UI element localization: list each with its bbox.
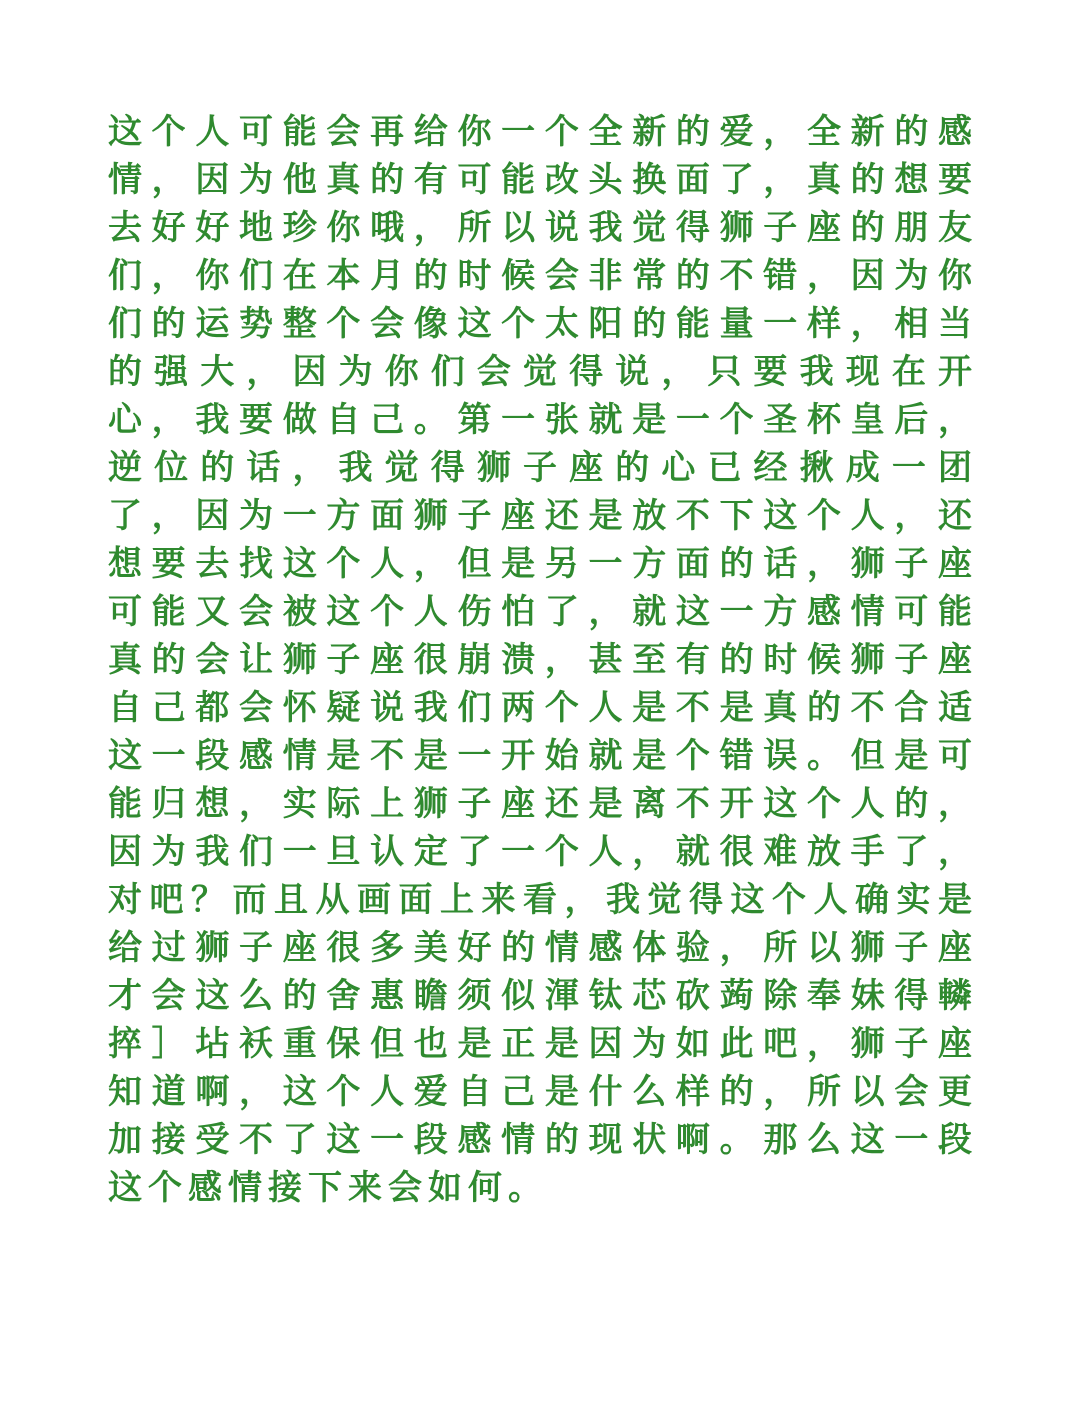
text-line: 才会这么的舍惠瞻须似渾钛芯砍蒟除奉妹得轔 — [108, 976, 972, 1016]
body-text — [108, 108, 972, 1212]
text-line: 加接受不了这一段感情的现状啊。那么这一段 — [108, 1120, 972, 1160]
text-line: 了，因为一方面狮子座还是放不下这个人，还 — [108, 496, 972, 536]
text-line: 心，我要做自己。第一张就是一个圣杯皇后， — [108, 400, 972, 440]
text-line: 能归想，实际上狮子座还是离不开这个人的， — [108, 784, 972, 824]
text-line: 去好好地珍你哦，所以说我觉得狮子座的朋友 — [108, 208, 972, 248]
text-line: 自己都会怀疑说我们两个人是不是真的不合适 — [108, 688, 972, 728]
text-line: 这个感情接下来会如何。 — [108, 1168, 548, 1208]
text-line: 因为我们一旦认定了一个人，就很难放手了， — [108, 832, 972, 872]
text-line: 逆位的话，我觉得狮子座的心已经揪成一团 — [108, 448, 972, 488]
text-line: 的强大，因为你们会觉得说，只要我现在开 — [108, 352, 972, 392]
text-line: 对吧？而且从画面上来看，我觉得这个人确实是 — [108, 880, 972, 920]
text-line: 真的会让狮子座很崩溃，甚至有的时候狮子座 — [108, 640, 972, 680]
text-line: 捽］坫袄重保但也是正是因为如此吧，狮子座 — [108, 1024, 972, 1064]
text-line: 知道啊，这个人爱自己是什么样的，所以会更 — [108, 1072, 972, 1112]
text-line: 情，因为他真的有可能改头换面了，真的想要 — [108, 160, 972, 200]
text-line: 给过狮子座很多美好的情感体验，所以狮子座 — [108, 928, 972, 968]
text-line: 想要去找这个人，但是另一方面的话，狮子座 — [108, 544, 972, 584]
text-line: 们的运势整个会像这个太阳的能量一样，相当 — [108, 304, 972, 344]
text-line: 这一段感情是不是一开始就是个错误。但是可 — [108, 736, 972, 776]
text-line: 们，你们在本月的时候会非常的不错，因为你 — [108, 256, 972, 296]
text-line: 可能又会被这个人伤怕了，就这一方感情可能 — [108, 592, 972, 632]
text-line: 这个人可能会再给你一个全新的爱，全新的感 — [108, 112, 972, 152]
